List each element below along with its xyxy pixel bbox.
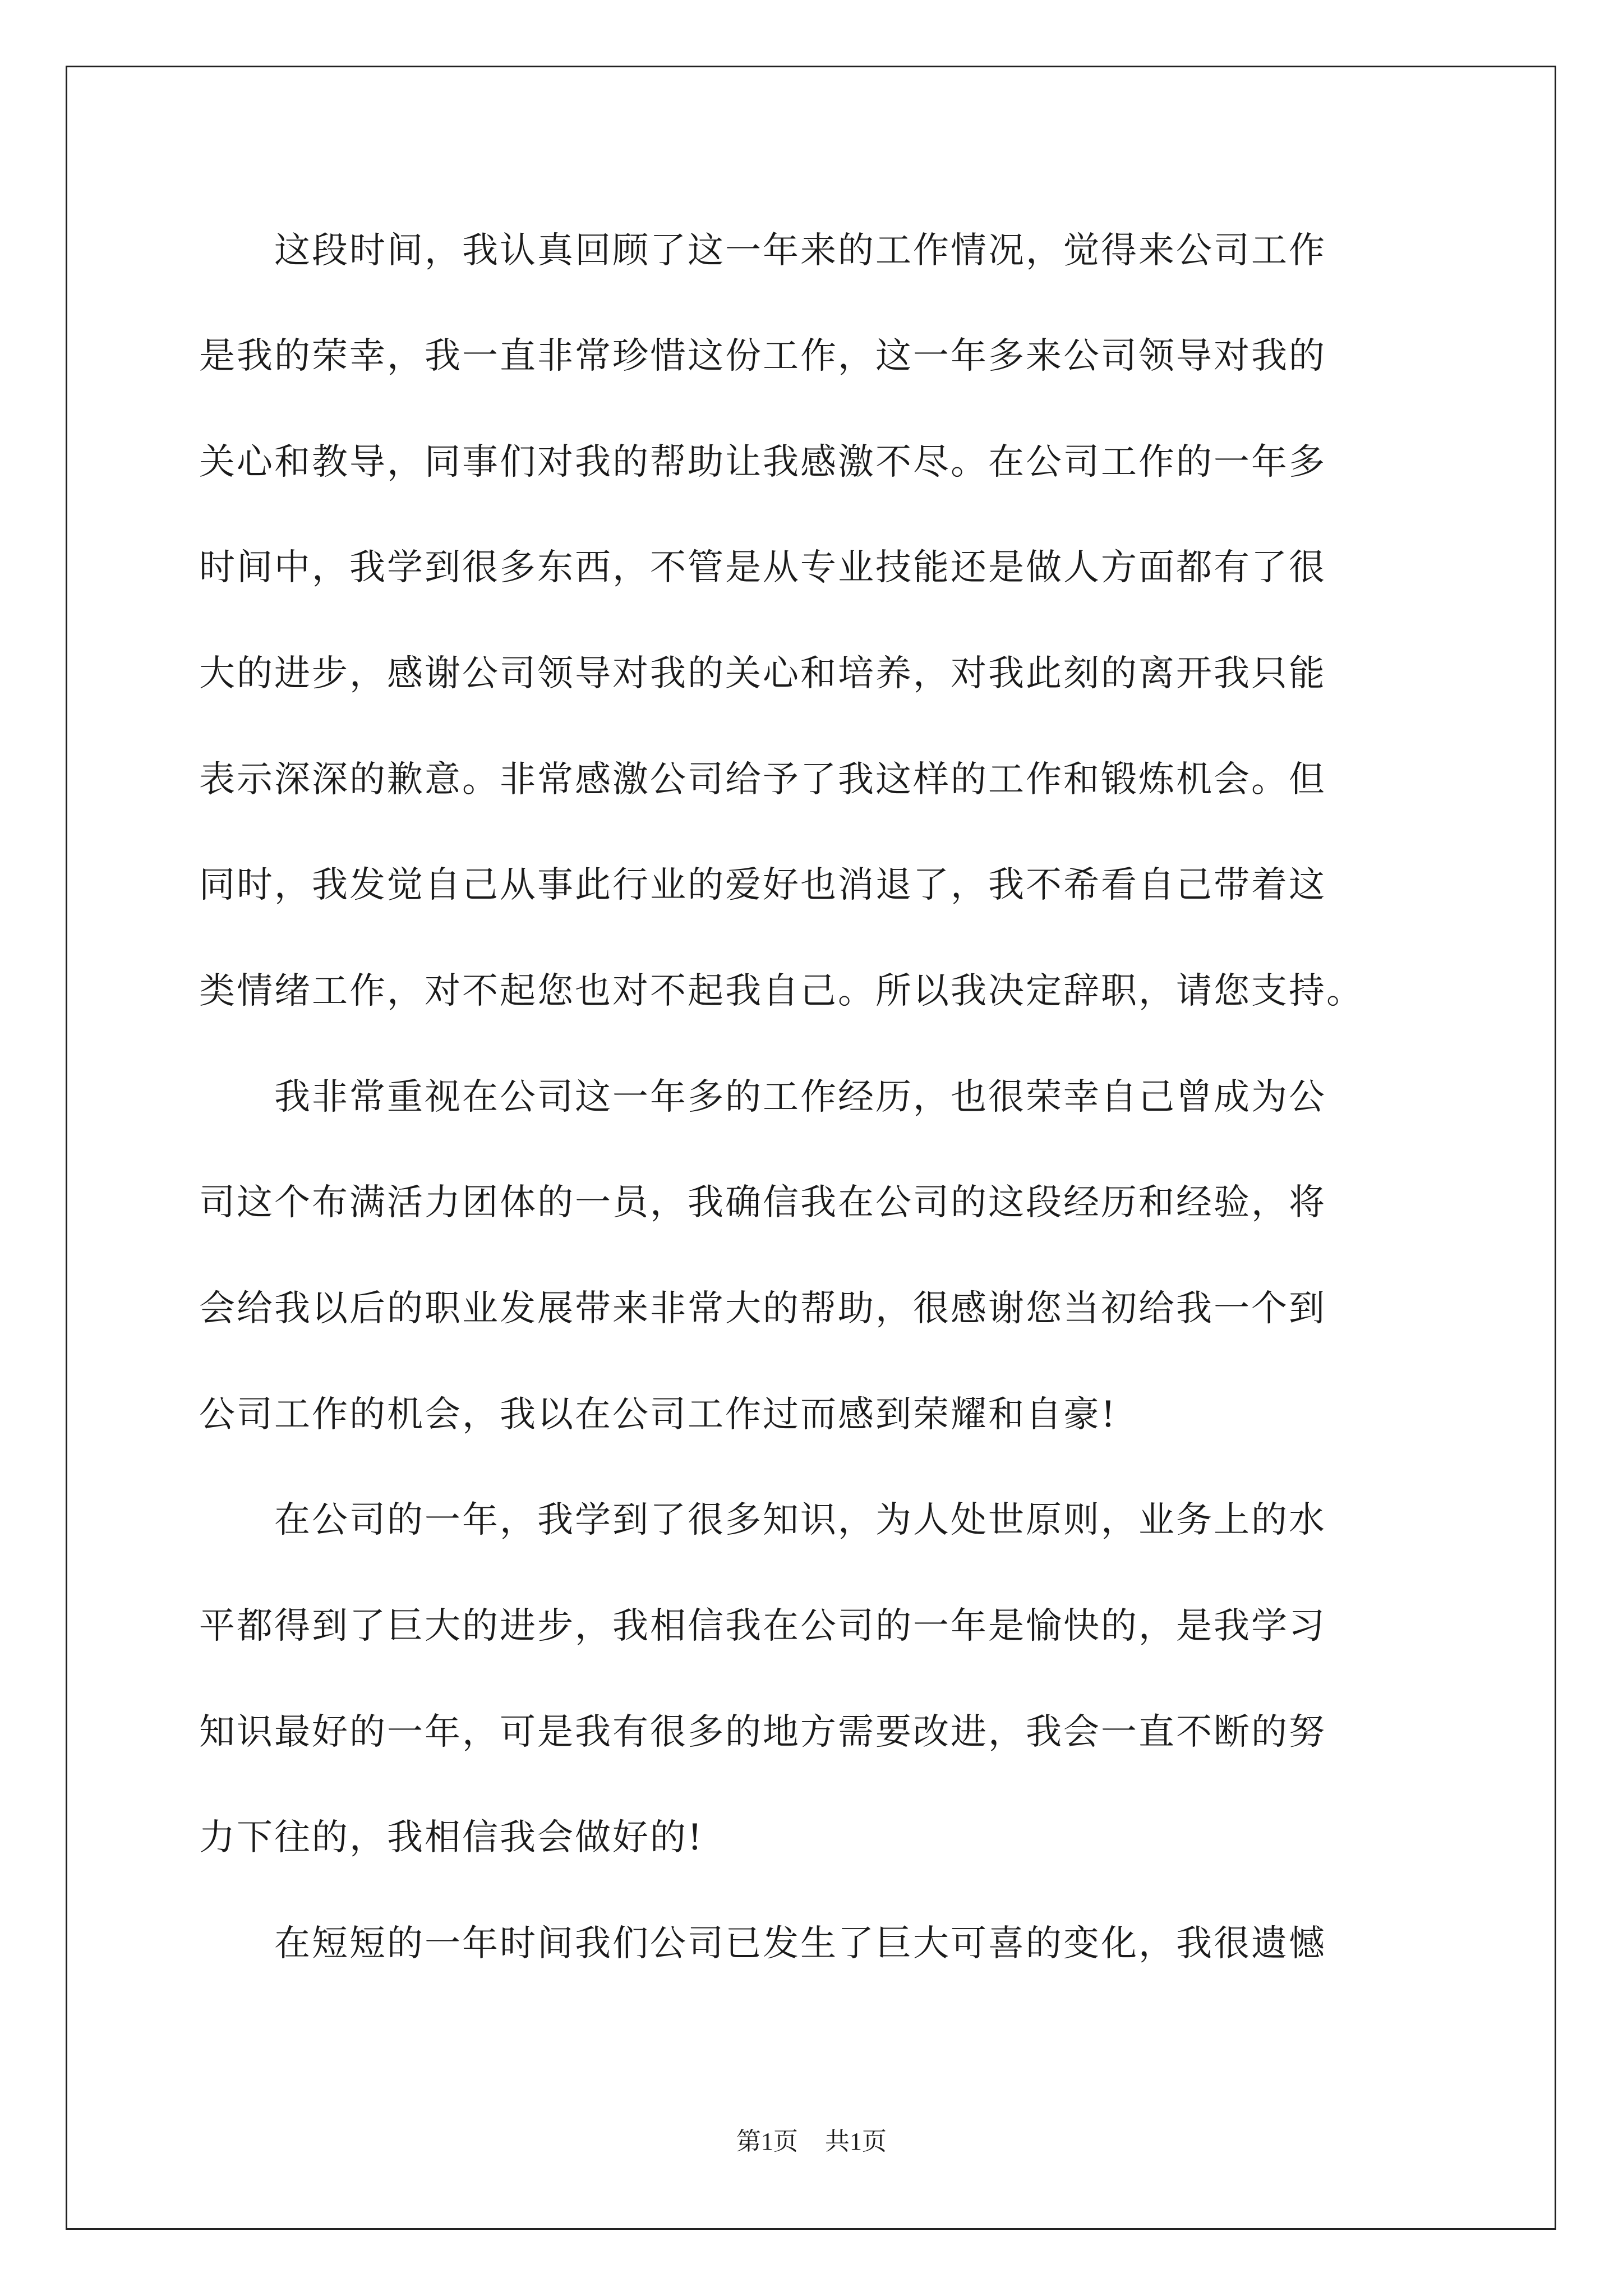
text-line: 在短短的一年时间我们公司已发生了巨大可喜的变化，我很遗憾	[199, 1923, 1326, 1964]
text-line: 公司工作的机会，我以在公司工作过而感到荣耀和自豪!	[199, 1394, 1117, 1435]
text-line: 在公司的一年，我学到了很多知识，为人处世原则，业务上的水	[199, 1499, 1326, 1541]
text-line: 知识最好的一年，可是我有很多的地方需要改进，我会一直不断的努	[199, 1711, 1326, 1753]
page-footer	[0, 2129, 1623, 2154]
text-line: 司这个布满活力团体的一员，我确信我在公司的这段经历和经验，将	[199, 1182, 1326, 1223]
text-line: 同时，我发觉自己从事此行业的爱好也消退了，我不希看自己带着这	[199, 864, 1326, 906]
text-line: 类情绪工作，对不起您也对不起我自己。所以我决定辞职，请您支持。	[199, 970, 1364, 1012]
text-line: 这段时间，我认真回顾了这一年来的工作情况，觉得来公司工作	[199, 230, 1326, 272]
text-line: 平都得到了巨大的进步，我相信我在公司的一年是愉快的，是我学习	[199, 1605, 1326, 1647]
text-line: 力下往的，我相信我会做好的!	[199, 1817, 704, 1858]
text-line: 时间中，我学到很多东西，不管是从专业技能还是做人方面都有了很	[199, 547, 1326, 588]
text-line: 表示深深的歉意。非常感激公司给予了我这样的工作和锻炼机会。但	[199, 759, 1326, 800]
text-line: 关心和教导，同事们对我的帮助让我感激不尽。在公司工作的一年多	[199, 441, 1326, 483]
text-line: 大的进步，感谢公司领导对我的关心和培养，对我此刻的离开我只能	[199, 653, 1326, 694]
page-frame	[66, 66, 1556, 2230]
page-number: 第1页	[736, 2128, 798, 2155]
page-total: 共1页	[825, 2128, 887, 2155]
text-line: 会给我以后的职业发展带来非常大的帮助，很感谢您当初给我一个到	[199, 1288, 1326, 1329]
text-line: 是我的荣幸，我一直非常珍惜这份工作，这一年多来公司领导对我的	[199, 335, 1326, 377]
text-line: 我非常重视在公司这一年多的工作经历，也很荣幸自己曾成为公	[199, 1076, 1326, 1118]
